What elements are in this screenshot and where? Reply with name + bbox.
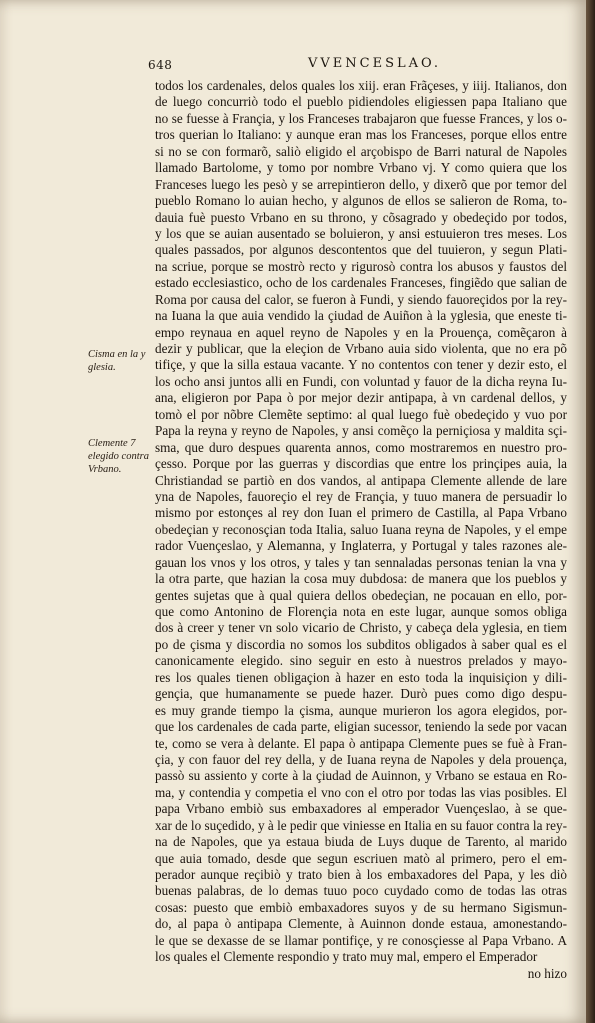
book-page-edge <box>586 0 595 1023</box>
text-line: passò su assiento y corte à la çiudad de Auinnon, y Vrbano se estaua en Ro- <box>155 768 567 784</box>
text-line: Papa la reyna y reyno de Napoles, y ansi comẽço la perniçiosa y maldita sçi- <box>155 423 567 439</box>
text-line: rador Vuençeslao, y Alemanna, y Inglaterra, y Portugal y tales razones ale- <box>155 538 567 554</box>
text-line: Roma por causa del calor, se fueron à Fundi, y siendo fauoreçidos por la rey- <box>155 291 567 307</box>
text-line: y los que se auian ausentado se boluieron, y ansi estuuieron tres meses. Los <box>155 225 567 241</box>
text-line: estado ecclesiastico, ocho de los cardenales Franceses, fingiẽdo que salian de <box>155 275 567 291</box>
folio-number: 648 <box>148 58 173 72</box>
text-line: tifiçe, y que la silla estaua vacante. Y no contentos con tener y dezir esto, el <box>155 357 567 373</box>
text-line: la otra parte, que hazian la cosa muy dubdosa: de manera que los pueblos y <box>155 571 567 587</box>
text-line: de luego concurriò todo el pueblo pidiendoles eligiessen papa Italiano que <box>155 94 567 110</box>
text-line: no se fuesse à Françia, y los Franceses trabajaron que fuesse Frances, y los o- <box>155 110 567 126</box>
text-line: gauan los vnos y los otros, y tales y tan sennaladas personas tenian la vna y <box>155 554 567 570</box>
text-line: buenas palabras, de lo demas tuuo poco cuydado como de todas las otras <box>155 883 567 899</box>
text-line: ma, y contendia y competia el vno con el otro por todas las vias posibles. El <box>155 784 567 800</box>
text-line: dauia fuè puesto Vrbano en su throno, y cõsagrado y obedeçido por todos, <box>155 209 567 225</box>
margin-note-line: Cisma en la y <box>88 349 146 360</box>
running-title: VVENCESLAO. <box>308 56 442 71</box>
text-line: tros querian lo Italiano: y aunque eran mas los Franceses, porque ellos entre <box>155 127 567 143</box>
text-line: na Iuana la que auia vendido la çiudad de Auiñon à la yglesia, que eneste ti- <box>155 308 567 324</box>
text-line: tomò el por nõbre Clemẽte septimo: al qual luego fuè obedeçido y vuo por <box>155 406 567 422</box>
text-line: po de çisma y discordia no somos los subditos obligados à saber qual es el <box>155 636 567 652</box>
text-line: res los quales tienen obligaçion à hazer en esto toda la inquisiçion y dili- <box>155 669 567 685</box>
text-line: empo reynaua en aquel reyno de Napoles y en la Prouença, comẽçaron à <box>155 324 567 340</box>
text-line: na de Napoles, que ya estaua biuda de Luys duque de Tarento, al marido <box>155 834 567 850</box>
text-line: que los cardenales de cada parte, eligian sucessor, teniendo la sede por vacan <box>155 719 567 735</box>
text-line: todos los cardenales, delos quales los xiij. eran Frãçeses, y iiij. Italianos, don <box>155 78 567 93</box>
text-line: çesso. Porque por las guerras y discordias que entre los prinçipes auia, la <box>155 456 567 472</box>
text-line: papa Vrbano embiò sus embaxadores al emperador Vuençeslao, à se que- <box>155 801 567 817</box>
text-line: los quales el Clemente respondio y trato muy mal, empero el Emperador <box>155 949 538 965</box>
text-line: Franceses luego les pesò y se arrepintieron dello, y dixerõ que por temor del <box>155 176 567 192</box>
text-line: gençia, que humanamente se puede hazer. Durò pues como digo despu- <box>155 686 567 702</box>
text-line: xar de lo suçedido, y à le pedir que viniesse en Italia en su fauor contra la rey- <box>155 817 567 833</box>
text-line: dos à creer y tener vn solo vicario de Christo, y cabeça dela yglesia, en tiem <box>155 620 567 636</box>
text-line: le que se dexasse de se llamar pontifiçe, y re conosçiesse al Papa Vrbano. A <box>155 932 567 948</box>
text-line: no hizo <box>527 965 567 981</box>
text-line: dezir y publicar, que la eleçion de Vrbano auia sido violenta, que no era põ <box>155 341 567 356</box>
text-line: pueblo Romano lo auian hecho, y algunos de ellos se salieron de Roma, to- <box>155 193 567 209</box>
text-line: que auia tomado, desde que segun escriuen matò al primero, pero el em- <box>155 850 567 866</box>
text-line: que como Antonino de Florençia nota en este lugar, aunque somos obliga <box>155 604 567 619</box>
margin-note-line: Vrbano. <box>88 464 122 475</box>
text-line: Christiandad se partiò en dos vandos, al antipapa Clemente allende de lare <box>155 472 567 488</box>
margin-note-line: elegido contra <box>88 451 149 462</box>
text-line: obedeçian y reconosçian toda Italia, saluo Iuana reyna de Napoles, y el empe <box>155 521 567 537</box>
text-line: sma, que duro despues quarenta annos, como mostraremos en nuestro pro- <box>155 439 567 455</box>
margin-note-line: Clemente 7 <box>88 438 136 449</box>
body-text <box>155 78 567 982</box>
text-line: los ocho ansi juntos alli en Fundi, con voluntad y fauor de la dicha reyna Iu- <box>155 373 567 389</box>
text-line: yna de Napoles, fauoreçio el rey de Françia, y tuuo manera de persuadir lo <box>155 488 567 504</box>
text-line: perador aunque reçibiò y trato bien à los embaxadores del Papa, y les diò <box>155 867 567 882</box>
text-line: mismo por estonçes al rey don Iuan el primero de Castilla, al Papa Vrbano <box>155 505 567 521</box>
text-line: çia, y con fauor del rey della, y de Iuana reyna de Napoles y dela prouença, <box>155 751 567 767</box>
text-line: es muy grande tiempo la çisma, aunque murieron los agora elegidos, por- <box>155 702 567 718</box>
text-line: cosas: puesto que embiò embaxadores suyos y de su hermano Sigismun- <box>155 899 567 915</box>
text-line: do, al papa ò antipapa Clemente, à Auinnon donde estaua, amonestando- <box>155 916 567 932</box>
text-line: na scriue, porque se mostrò recto y rigurosò contra los abusos y faustos del <box>155 258 567 274</box>
margin-note-cisma <box>88 348 154 374</box>
text-line: gentes sujetas que à qual quiera dellos obedeçian, ne pocauan en ello, por- <box>155 587 567 603</box>
page-header <box>148 56 568 76</box>
text-line: llamado Bartolome, y tomo por nombre Vrbano vj. Y como quiera que los <box>155 160 567 176</box>
margin-note-clemente <box>88 437 154 476</box>
text-line: te, como se vera à delante. El papa ò antipapa Clemente pues se fuè à Fran- <box>155 735 567 751</box>
margin-note-line: glesia. <box>88 362 116 373</box>
text-line: si no se con formarõ, saliò eligido el arçobispo de Barri natural de Napoles <box>155 143 567 159</box>
text-line: canonicamente elegido. sino seguir en esto à nuestros prelados y mayo- <box>155 653 567 669</box>
text-line: quales passados, por algunos descontentos que del tuuieron, y segun Plati- <box>155 242 567 258</box>
text-line: ana, eligieron por Papa ò por mejor dezir antipapa, à vn cardenal dellos, y <box>155 390 567 406</box>
